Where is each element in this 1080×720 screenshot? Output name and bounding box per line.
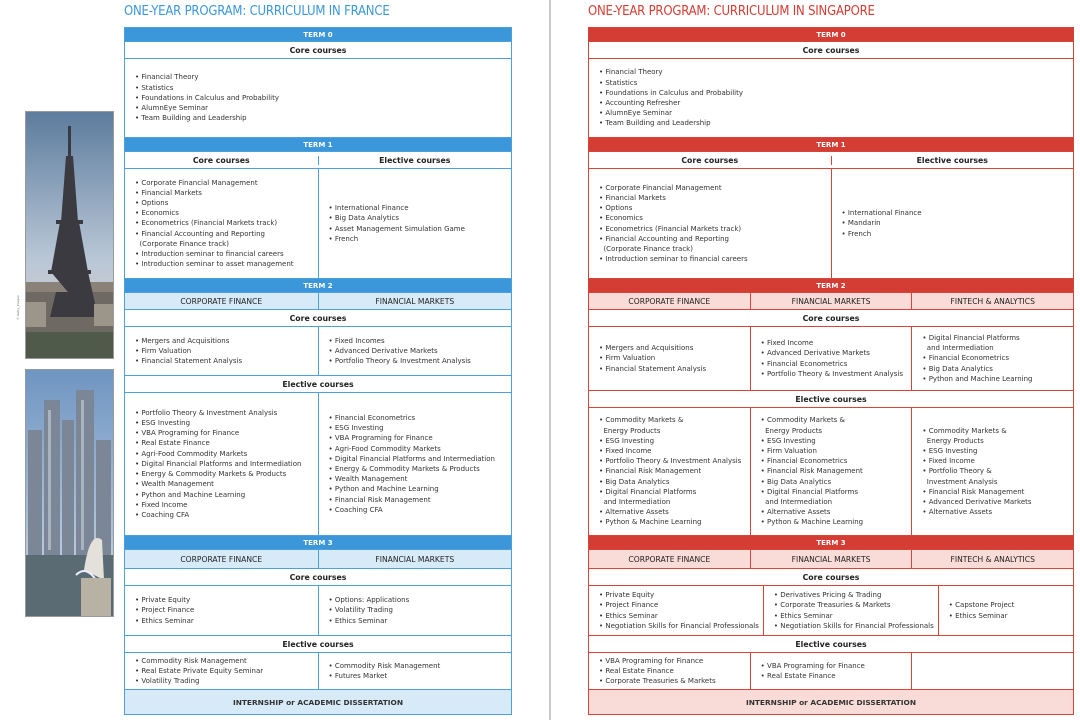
course-item: • Corporate Treasuries & Markets: [599, 676, 716, 686]
course-item: • Financial Accounting and Reporting: [599, 234, 748, 244]
course-item: • Advanced Derivative Markets: [922, 497, 1031, 507]
course-item: • Commodity Risk Management: [329, 661, 441, 671]
course-item: • Futures Market: [329, 671, 441, 681]
course-list: [842, 208, 922, 239]
course-list: [135, 336, 242, 367]
course-item: • Financial Econometrics: [761, 456, 863, 466]
course-item: • Mandarin: [842, 218, 922, 228]
internship-footer: INTERNSHIP or ACADEMIC DISSERTATION: [589, 690, 1073, 714]
term-2-core-row: [125, 327, 511, 376]
course-item: • Financial Theory: [599, 67, 743, 77]
course-list: [922, 426, 1031, 518]
course-item: • Alternative Assets: [761, 507, 863, 517]
course-item: • Private Equity: [135, 595, 194, 605]
course-item: • Fixed Income: [599, 446, 741, 456]
course-item: • Alternative Assets: [922, 507, 1031, 517]
course-list: [949, 600, 1015, 620]
track-financial-markets: FINANCIAL MARKETS: [318, 293, 512, 309]
term-3-elective-row: [125, 653, 511, 690]
term-0-header: TERM 0: [589, 28, 1073, 42]
france-curriculum-table: [124, 27, 512, 715]
course-item: • Wealth Management: [135, 479, 301, 489]
course-item: • Project Finance: [135, 605, 194, 615]
course-list: [922, 333, 1032, 384]
course-item: • Foundations in Calculus and Probability: [599, 88, 743, 98]
course-item: • Financial Markets: [599, 193, 748, 203]
course-item: • VBA Programing for Finance: [329, 433, 495, 443]
course-item: Energy Products: [603, 426, 661, 435]
course-item: • Ethics Seminar: [599, 611, 759, 621]
course-item: • Energy & Commodity Markets & Products: [329, 464, 495, 474]
course-item: • Portfolio Theory &: [922, 466, 1031, 476]
course-item: • ESG Investing: [599, 436, 741, 446]
course-item: (Corporate Finance track): [603, 244, 693, 253]
core-courses-header: Core courses: [289, 45, 347, 55]
course-item: • Options: [135, 198, 294, 208]
course-item: • Portfolio Theory & Investment Analysis: [135, 408, 301, 418]
course-item: • Python and Machine Learning: [922, 374, 1032, 384]
course-item: • Negotiation Skills for Financial Professionals: [774, 621, 934, 631]
course-item: • ESG Investing: [329, 423, 495, 433]
course-item: • Commodity Markets &: [761, 415, 863, 425]
term-3-header: TERM 3: [125, 536, 511, 550]
course-item: • Advanced Derivative Markets: [761, 348, 903, 358]
course-item: • Alternative Assets: [599, 507, 741, 517]
track-financial-markets: FINANCIAL MARKETS: [750, 293, 912, 309]
course-item: • Firm Valuation: [761, 446, 863, 456]
term-0-core-cell: [125, 59, 511, 138]
term-3-header: TERM 3: [589, 536, 1073, 550]
course-item: • Derivatives Pricing & Trading: [774, 590, 934, 600]
course-item: • Commodity Risk Management: [135, 656, 263, 666]
course-list: [135, 408, 301, 520]
track-financial-markets: FINANCIAL MARKETS: [750, 550, 912, 568]
course-item: (Corporate Finance track): [139, 239, 229, 248]
course-item: • Big Data Analytics: [761, 477, 863, 487]
course-item: • Digital Financial Platforms and Intermediation: [329, 454, 495, 464]
elective-courses-header: Elective courses: [282, 379, 354, 389]
course-item: • Big Data Analytics: [599, 477, 741, 487]
course-item: • Statistics: [599, 78, 743, 88]
course-item: • VBA Programing for Finance: [599, 656, 716, 666]
course-item: • Portfolio Theory & Investment Analysis: [761, 369, 903, 379]
course-item: • Financial Risk Management: [761, 466, 863, 476]
course-item: • Python & Machine Learning: [761, 517, 863, 527]
course-item: • Real Estate Finance: [761, 671, 865, 681]
course-item: • Fixed Income: [922, 456, 1031, 466]
course-item: • Financial Statement Analysis: [135, 356, 242, 366]
course-item: • Commodity Markets &: [599, 415, 741, 425]
term-3-core-row: [589, 586, 1073, 636]
course-item: • Negotiation Skills for Financial Professionals: [599, 621, 759, 631]
course-item: • Digital Financial Platforms: [761, 487, 863, 497]
course-item: • Agri-Food Commodity Markets: [135, 449, 301, 459]
course-item: • Fixed Income: [135, 500, 301, 510]
course-item: • Mergers and Acquisitions: [135, 336, 242, 346]
course-list: [329, 595, 410, 626]
course-item: • Volatility Trading: [329, 605, 410, 615]
course-list: [135, 178, 294, 270]
course-item: • Statistics: [135, 83, 279, 93]
track-corporate-finance: CORPORATE FINANCE: [125, 293, 318, 309]
course-list: [761, 415, 863, 527]
course-item: • Financial Risk Management: [599, 466, 741, 476]
course-item: • AlumnEye Seminar: [599, 108, 743, 118]
course-item: • Big Data Analytics: [922, 364, 1032, 374]
course-item: • Econometrics (Financial Markets track): [599, 224, 748, 234]
course-list: [761, 661, 865, 681]
course-item: • Financial Econometrics: [922, 353, 1032, 363]
core-courses-header: Core courses: [289, 313, 347, 323]
course-item: • Financial Econometrics: [329, 413, 495, 423]
course-item: • VBA Programing for Finance: [761, 661, 865, 671]
course-item: • Mergers and Acquisitions: [599, 343, 706, 353]
course-item: • Introduction seminar to financial careers: [599, 254, 748, 264]
course-item: • French: [329, 234, 465, 244]
track-corporate-finance: CORPORATE FINANCE: [589, 293, 750, 309]
course-item: Energy Products: [926, 436, 984, 445]
page-divider: [549, 0, 551, 720]
track-corporate-finance: CORPORATE FINANCE: [125, 550, 318, 568]
course-list: [599, 343, 706, 374]
course-item: • Ethics Seminar: [949, 611, 1015, 621]
course-list: [135, 595, 194, 626]
course-item: • Agri-Food Commodity Markets: [329, 444, 495, 454]
course-list: [599, 415, 741, 527]
course-item: • Commodity Markets &: [922, 426, 1031, 436]
term-2-elective-row: [125, 393, 511, 536]
course-item: • Firm Valuation: [599, 353, 706, 363]
course-item: • Economics: [599, 213, 748, 223]
term-2-header: TERM 2: [125, 279, 511, 293]
course-item: • Project Finance: [599, 600, 759, 610]
term-2-core-row: [589, 327, 1073, 391]
course-item: • Fixed Income: [761, 338, 903, 348]
core-courses-header: Core courses: [802, 313, 860, 323]
course-item: • Introduction seminar to financial careers: [135, 249, 294, 259]
core-courses-header: Core courses: [289, 572, 347, 582]
course-item: • Advanced Derivative Markets: [329, 346, 471, 356]
elective-courses-header: Elective courses: [795, 639, 867, 649]
course-item: • Financial Econometrics: [761, 359, 903, 369]
course-item: • Coaching CFA: [135, 510, 301, 520]
elective-courses-header: Elective courses: [795, 394, 867, 404]
course-item: • Accounting Refresher: [599, 98, 743, 108]
course-item: • Ethics Seminar: [329, 616, 410, 626]
course-item: • International Finance: [329, 203, 465, 213]
course-item: • Real Estate Finance: [599, 666, 716, 676]
track-fintech-analytics: FINTECH & ANALYTICS: [911, 293, 1073, 309]
course-item: • Capstone Project: [949, 600, 1015, 610]
course-item: • VBA Programing for Finance: [135, 428, 301, 438]
course-item: • Economics: [135, 208, 294, 218]
track-fintech-analytics: FINTECH & ANALYTICS: [911, 550, 1073, 568]
course-item: • Corporate Financial Management: [135, 178, 294, 188]
course-list: [135, 72, 279, 123]
course-item: • Energy & Commodity Markets & Products: [135, 469, 301, 479]
course-item: and Intermediation: [926, 344, 994, 353]
course-item: • Financial Statement Analysis: [599, 364, 706, 374]
elective-courses-header: Elective courses: [831, 156, 1074, 165]
course-item: • Asset Management Simulation Game: [329, 224, 465, 234]
core-courses-header: Core courses: [681, 155, 739, 165]
course-item: • Financial Accounting and Reporting: [135, 229, 294, 239]
term-3-elective-row: [589, 653, 1073, 690]
term-3-core-row: [125, 586, 511, 636]
course-item: • AlumnEye Seminar: [135, 103, 279, 113]
term-2-elective-row: [589, 408, 1073, 536]
course-item: • French: [842, 229, 922, 239]
term-1-header: TERM 1: [589, 138, 1073, 152]
course-item: • ESG Investing: [761, 436, 863, 446]
course-item: • Financial Risk Management: [329, 495, 495, 505]
course-list: [599, 590, 759, 631]
singapore-title: ONE-YEAR PROGRAM: CURRICULUM IN SINGAPORE: [588, 4, 875, 19]
core-courses-header: Core courses: [192, 155, 250, 165]
term-2-header: TERM 2: [589, 279, 1073, 293]
course-item: • Team Building and Leadership: [599, 118, 743, 128]
core-courses-header: Core courses: [802, 572, 860, 582]
course-list: [599, 67, 743, 128]
course-item: • Team Building and Leadership: [135, 113, 279, 123]
eiffel-tower-photo: [25, 111, 114, 359]
course-item: • Digital Financial Platforms and Intermediation: [135, 459, 301, 469]
internship-footer: INTERNSHIP or ACADEMIC DISSERTATION: [125, 690, 511, 714]
course-item: • Corporate Financial Management: [599, 183, 748, 193]
course-item: • Ethics Seminar: [774, 611, 934, 621]
course-list: [135, 656, 263, 687]
course-item: • Python & Machine Learning: [599, 517, 741, 527]
course-list: [599, 656, 716, 687]
course-list: [599, 183, 748, 265]
track-corporate-finance: CORPORATE FINANCE: [589, 550, 750, 568]
course-item: and Intermediation: [765, 498, 833, 506]
course-item: • Big Data Analytics: [329, 213, 465, 223]
course-item: Energy Products: [765, 426, 823, 435]
core-courses-header: Core courses: [802, 45, 860, 55]
course-item: • Python and Machine Learning: [329, 484, 495, 494]
course-item: • Portfolio Theory & Investment Analysis: [599, 456, 741, 466]
course-item: • Private Equity: [599, 590, 759, 600]
course-list: [761, 338, 903, 379]
course-list: [329, 661, 441, 681]
course-item: • Coaching CFA: [329, 505, 495, 515]
course-item: • Real Estate Private Equity Seminar: [135, 666, 263, 676]
term-0-core-cell: [589, 59, 1073, 138]
singapore-curriculum-table: [588, 27, 1074, 715]
elective-courses-header: Elective courses: [318, 156, 512, 165]
course-item: • Options: [599, 203, 748, 213]
course-item: • Financial Markets: [135, 188, 294, 198]
singapore-skyline-photo: [25, 369, 114, 617]
course-item: • Foundations in Calculus and Probability: [135, 93, 279, 103]
course-item: • International Finance: [842, 208, 922, 218]
course-item: • Volatility Trading: [135, 676, 263, 686]
course-item: • Firm Valuation: [135, 346, 242, 356]
course-item: • Financial Risk Management: [922, 487, 1031, 497]
course-list: [329, 413, 495, 515]
course-item: and Intermediation: [603, 498, 671, 506]
course-item: • Real Estate Finance: [135, 438, 301, 448]
course-item: • Econometrics (Financial Markets track): [135, 218, 294, 228]
course-item: • Corporate Treasuries & Markets: [774, 600, 934, 610]
course-item: Investment Analysis: [926, 477, 998, 486]
term-1-header: TERM 1: [125, 138, 511, 152]
course-item: • Financial Theory: [135, 72, 279, 82]
course-list: [329, 336, 471, 367]
course-item: • Fixed Incomes: [329, 336, 471, 346]
course-item: • Python and Machine Learning: [135, 490, 301, 500]
photo-credit: © Getty_Images: [16, 295, 20, 320]
course-item: • Ethics Seminar: [135, 616, 194, 626]
course-item: • Portfolio Theory & Investment Analysis: [329, 356, 471, 366]
term-1-courses-row: [125, 169, 511, 279]
course-item: • Wealth Management: [329, 474, 495, 484]
course-item: • Options: Applications: [329, 595, 410, 605]
course-item: • Introduction seminar to asset management: [135, 259, 294, 269]
course-list: [774, 590, 934, 631]
course-item: • ESG Investing: [922, 446, 1031, 456]
term-0-header: TERM 0: [125, 28, 511, 42]
course-list: [329, 203, 465, 244]
france-title: ONE-YEAR PROGRAM: CURRICULUM IN FRANCE: [124, 4, 390, 19]
elective-courses-header: Elective courses: [282, 639, 354, 649]
term-1-courses-row: [589, 169, 1073, 279]
course-item: • Digital Financial Platforms: [599, 487, 741, 497]
track-financial-markets: FINANCIAL MARKETS: [318, 550, 512, 568]
course-item: • ESG Investing: [135, 418, 301, 428]
course-item: • Digital Financial Platforms: [922, 333, 1032, 343]
